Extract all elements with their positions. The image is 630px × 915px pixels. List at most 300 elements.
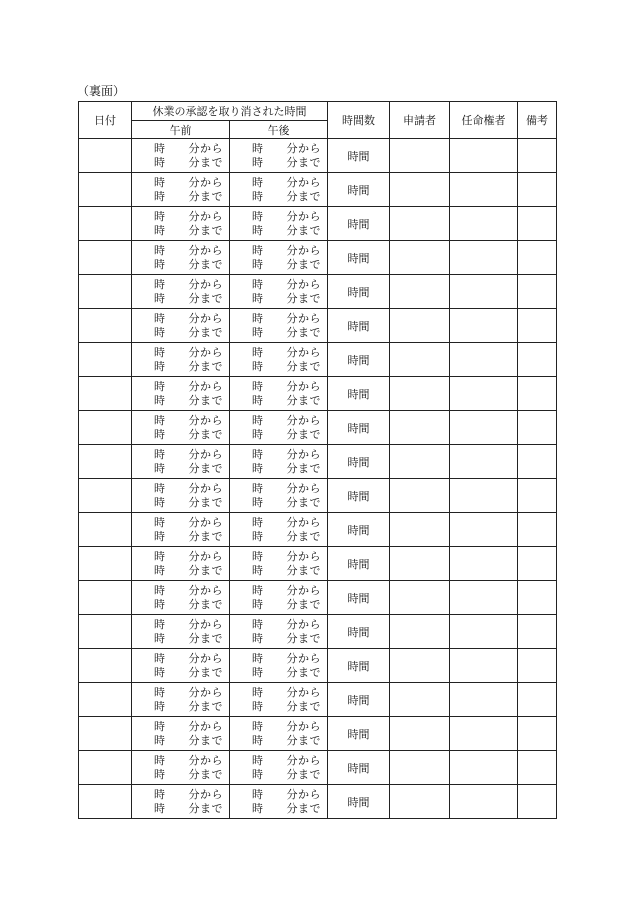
- table-row: [79, 309, 557, 343]
- header-appointer: 任命権者: [450, 102, 518, 139]
- cancelled-leave-table: [78, 101, 557, 819]
- applicant-cell[interactable]: [390, 581, 450, 615]
- remarks-cell[interactable]: [518, 615, 557, 649]
- am-start-hour-label: 時: [154, 617, 165, 631]
- hours-unit-label: 時間: [347, 285, 370, 299]
- pm-time-cell[interactable]: [230, 173, 328, 207]
- header-applicant: 申請者: [390, 102, 450, 139]
- am-time-cell[interactable]: [132, 581, 230, 615]
- pm-time-cell[interactable]: [230, 343, 328, 377]
- date-cell[interactable]: [79, 343, 132, 377]
- pm-start-minute-label: 分から: [286, 651, 321, 665]
- am-end-hour-label: 時: [154, 631, 165, 645]
- pm-time-cell[interactable]: [230, 649, 328, 683]
- pm-start-minute-label: 分から: [286, 141, 321, 155]
- hours-unit-label: 時間: [347, 523, 370, 537]
- am-end-hour-label: 時: [154, 801, 165, 815]
- pm-start-minute-label: 分から: [286, 719, 321, 733]
- pm-end-hour-label: 時: [252, 427, 263, 441]
- am-end-hour-label: 時: [154, 495, 165, 509]
- pm-end-minute-label: 分まで: [286, 801, 321, 815]
- pm-end-minute-label: 分まで: [286, 597, 321, 611]
- pm-start-minute-label: 分から: [286, 345, 321, 359]
- appointer-cell[interactable]: [450, 513, 518, 547]
- am-start-hour-label: 時: [154, 141, 165, 155]
- am-end-minute-label: 分まで: [188, 699, 223, 713]
- remarks-cell[interactable]: [518, 785, 557, 819]
- pm-time-cell[interactable]: [230, 785, 328, 819]
- am-time-cell[interactable]: [132, 547, 230, 581]
- am-start-minute-label: 分から: [188, 515, 223, 529]
- pm-start-minute-label: 分から: [286, 413, 321, 427]
- pm-time-cell[interactable]: [230, 683, 328, 717]
- hours-unit-label: 時間: [347, 319, 370, 333]
- hours-cell[interactable]: [328, 241, 390, 275]
- table-row: [79, 343, 557, 377]
- am-start-hour-label: 時: [154, 719, 165, 733]
- pm-end-hour-label: 時: [252, 597, 263, 611]
- am-start-minute-label: 分から: [188, 243, 223, 257]
- table-row: [79, 615, 557, 649]
- appointer-cell[interactable]: [450, 683, 518, 717]
- am-time-cell[interactable]: [132, 751, 230, 785]
- date-cell[interactable]: [79, 717, 132, 751]
- am-start-minute-label: 分から: [188, 447, 223, 461]
- date-cell[interactable]: [79, 547, 132, 581]
- table-row: [79, 173, 557, 207]
- pm-start-hour-label: 時: [252, 651, 263, 665]
- am-end-minute-label: 分まで: [188, 563, 223, 577]
- applicant-cell[interactable]: [390, 479, 450, 513]
- remarks-cell[interactable]: [518, 343, 557, 377]
- table-row: [79, 241, 557, 275]
- am-end-hour-label: 時: [154, 767, 165, 781]
- remarks-cell[interactable]: [518, 513, 557, 547]
- remarks-cell[interactable]: [518, 751, 557, 785]
- date-cell[interactable]: [79, 411, 132, 445]
- table-row: [79, 207, 557, 241]
- hours-cell[interactable]: [328, 309, 390, 343]
- applicant-cell[interactable]: [390, 377, 450, 411]
- remarks-cell[interactable]: [518, 275, 557, 309]
- date-cell[interactable]: [79, 785, 132, 819]
- hours-cell[interactable]: [328, 411, 390, 445]
- am-time-cell[interactable]: [132, 683, 230, 717]
- pm-start-hour-label: 時: [252, 243, 263, 257]
- pm-time-cell[interactable]: [230, 309, 328, 343]
- am-start-minute-label: 分から: [188, 549, 223, 563]
- header-am: 午前: [132, 121, 230, 139]
- hours-unit-label: 時間: [347, 727, 370, 741]
- pm-end-hour-label: 時: [252, 529, 263, 543]
- am-end-hour-label: 時: [154, 359, 165, 373]
- hours-unit-label: 時間: [347, 251, 370, 265]
- pm-end-minute-label: 分まで: [286, 495, 321, 509]
- pm-end-minute-label: 分まで: [286, 291, 321, 305]
- pm-end-minute-label: 分まで: [286, 223, 321, 237]
- am-start-minute-label: 分から: [188, 209, 223, 223]
- am-time-cell[interactable]: [132, 513, 230, 547]
- pm-time-cell[interactable]: [230, 241, 328, 275]
- hours-cell[interactable]: [328, 445, 390, 479]
- pm-start-hour-label: 時: [252, 413, 263, 427]
- date-cell[interactable]: [79, 241, 132, 275]
- pm-start-minute-label: 分から: [286, 685, 321, 699]
- am-end-hour-label: 時: [154, 427, 165, 441]
- hours-unit-label: 時間: [347, 149, 370, 163]
- am-end-minute-label: 分まで: [188, 325, 223, 339]
- appointer-cell[interactable]: [450, 411, 518, 445]
- remarks-cell[interactable]: [518, 207, 557, 241]
- table-row: [79, 751, 557, 785]
- pm-time-cell[interactable]: [230, 581, 328, 615]
- am-time-cell[interactable]: [132, 343, 230, 377]
- applicant-cell[interactable]: [390, 683, 450, 717]
- pm-time-cell[interactable]: [230, 411, 328, 445]
- pm-time-cell[interactable]: [230, 547, 328, 581]
- date-cell[interactable]: [79, 581, 132, 615]
- hours-cell[interactable]: [328, 683, 390, 717]
- am-start-minute-label: 分から: [188, 345, 223, 359]
- remarks-cell[interactable]: [518, 581, 557, 615]
- am-end-hour-label: 時: [154, 733, 165, 747]
- pm-time-cell[interactable]: [230, 717, 328, 751]
- am-start-hour-label: 時: [154, 481, 165, 495]
- hours-cell[interactable]: [328, 377, 390, 411]
- am-end-minute-label: 分まで: [188, 631, 223, 645]
- am-start-hour-label: 時: [154, 175, 165, 189]
- date-cell[interactable]: [79, 615, 132, 649]
- am-start-hour-label: 時: [154, 209, 165, 223]
- am-time-cell[interactable]: [132, 275, 230, 309]
- hours-cell[interactable]: [328, 479, 390, 513]
- remarks-cell[interactable]: [518, 445, 557, 479]
- am-end-hour-label: 時: [154, 393, 165, 407]
- pm-end-minute-label: 分まで: [286, 393, 321, 407]
- pm-end-minute-label: 分まで: [286, 767, 321, 781]
- appointer-cell[interactable]: [450, 377, 518, 411]
- hours-unit-label: 時間: [347, 455, 370, 469]
- am-end-minute-label: 分まで: [188, 393, 223, 407]
- pm-end-hour-label: 時: [252, 461, 263, 475]
- am-time-cell[interactable]: [132, 241, 230, 275]
- applicant-cell[interactable]: [390, 411, 450, 445]
- am-end-minute-label: 分まで: [188, 427, 223, 441]
- date-cell[interactable]: [79, 275, 132, 309]
- remarks-cell[interactable]: [518, 173, 557, 207]
- appointer-cell[interactable]: [450, 207, 518, 241]
- pm-start-hour-label: 時: [252, 549, 263, 563]
- remarks-cell[interactable]: [518, 479, 557, 513]
- table-row: [79, 411, 557, 445]
- pm-end-hour-label: 時: [252, 189, 263, 203]
- pm-end-minute-label: 分まで: [286, 733, 321, 747]
- pm-time-cell[interactable]: [230, 615, 328, 649]
- hours-cell[interactable]: [328, 785, 390, 819]
- am-end-hour-label: 時: [154, 291, 165, 305]
- am-time-cell[interactable]: [132, 411, 230, 445]
- am-end-minute-label: 分まで: [188, 801, 223, 815]
- pm-end-hour-label: 時: [252, 733, 263, 747]
- date-cell[interactable]: [79, 139, 132, 173]
- hours-cell[interactable]: [328, 139, 390, 173]
- hours-cell[interactable]: [328, 717, 390, 751]
- hours-cell[interactable]: [328, 649, 390, 683]
- hours-cell[interactable]: [328, 615, 390, 649]
- table-row: [79, 717, 557, 751]
- hours-cell[interactable]: [328, 581, 390, 615]
- hours-unit-label: 時間: [347, 183, 370, 197]
- pm-start-minute-label: 分から: [286, 243, 321, 257]
- hours-cell[interactable]: [328, 513, 390, 547]
- table-row: [79, 479, 557, 513]
- appointer-cell[interactable]: [450, 547, 518, 581]
- am-start-minute-label: 分から: [188, 583, 223, 597]
- applicant-cell[interactable]: [390, 615, 450, 649]
- date-cell[interactable]: [79, 649, 132, 683]
- pm-time-cell[interactable]: [230, 751, 328, 785]
- hours-cell[interactable]: [328, 547, 390, 581]
- am-time-cell[interactable]: [132, 207, 230, 241]
- pm-start-minute-label: 分から: [286, 311, 321, 325]
- appointer-cell[interactable]: [450, 717, 518, 751]
- appointer-cell[interactable]: [450, 309, 518, 343]
- appointer-cell[interactable]: [450, 751, 518, 785]
- hours-unit-label: 時間: [347, 795, 370, 809]
- remarks-cell[interactable]: [518, 547, 557, 581]
- am-start-hour-label: 時: [154, 345, 165, 359]
- am-end-minute-label: 分まで: [188, 733, 223, 747]
- header-hours-count: 時間数: [328, 102, 390, 139]
- pm-end-minute-label: 分まで: [286, 427, 321, 441]
- am-start-hour-label: 時: [154, 413, 165, 427]
- date-cell[interactable]: [79, 445, 132, 479]
- appointer-cell[interactable]: [450, 615, 518, 649]
- applicant-cell[interactable]: [390, 751, 450, 785]
- remarks-cell[interactable]: [518, 411, 557, 445]
- am-start-minute-label: 分から: [188, 787, 223, 801]
- applicant-cell[interactable]: [390, 785, 450, 819]
- pm-end-minute-label: 分まで: [286, 257, 321, 271]
- appointer-cell[interactable]: [450, 275, 518, 309]
- hours-unit-label: 時間: [347, 591, 370, 605]
- am-end-hour-label: 時: [154, 597, 165, 611]
- applicant-cell[interactable]: [390, 309, 450, 343]
- table-row: [79, 139, 557, 173]
- applicant-cell[interactable]: [390, 241, 450, 275]
- remarks-cell[interactable]: [518, 717, 557, 751]
- pm-start-hour-label: 時: [252, 787, 263, 801]
- appointer-cell[interactable]: [450, 581, 518, 615]
- am-start-hour-label: 時: [154, 583, 165, 597]
- pm-start-hour-label: 時: [252, 753, 263, 767]
- pm-end-minute-label: 分まで: [286, 461, 321, 475]
- am-time-cell[interactable]: [132, 479, 230, 513]
- am-time-cell[interactable]: [132, 309, 230, 343]
- am-end-minute-label: 分まで: [188, 665, 223, 679]
- pm-start-minute-label: 分から: [286, 447, 321, 461]
- am-start-minute-label: 分から: [188, 311, 223, 325]
- am-time-cell[interactable]: [132, 173, 230, 207]
- pm-start-hour-label: 時: [252, 311, 263, 325]
- pm-start-minute-label: 分から: [286, 617, 321, 631]
- date-cell[interactable]: [79, 513, 132, 547]
- pm-end-hour-label: 時: [252, 631, 263, 645]
- table-row: [79, 581, 557, 615]
- appointer-cell[interactable]: [450, 343, 518, 377]
- am-time-cell[interactable]: [132, 615, 230, 649]
- applicant-cell[interactable]: [390, 547, 450, 581]
- pm-start-hour-label: 時: [252, 481, 263, 495]
- date-cell[interactable]: [79, 751, 132, 785]
- am-end-hour-label: 時: [154, 699, 165, 713]
- reverse-side-label: （裏面）: [77, 84, 126, 98]
- pm-end-minute-label: 分まで: [286, 359, 321, 373]
- hours-unit-label: 時間: [347, 761, 370, 775]
- applicant-cell[interactable]: [390, 343, 450, 377]
- pm-time-cell[interactable]: [230, 139, 328, 173]
- pm-start-hour-label: 時: [252, 515, 263, 529]
- pm-end-hour-label: 時: [252, 155, 263, 169]
- hours-cell[interactable]: [328, 173, 390, 207]
- pm-start-minute-label: 分から: [286, 583, 321, 597]
- hours-unit-label: 時間: [347, 557, 370, 571]
- hours-cell[interactable]: [328, 207, 390, 241]
- am-end-minute-label: 分まで: [188, 223, 223, 237]
- appointer-cell[interactable]: [450, 649, 518, 683]
- pm-end-hour-label: 時: [252, 223, 263, 237]
- pm-end-hour-label: 時: [252, 699, 263, 713]
- pm-time-cell[interactable]: [230, 513, 328, 547]
- am-time-cell[interactable]: [132, 785, 230, 819]
- pm-end-hour-label: 時: [252, 291, 263, 305]
- am-start-minute-label: 分から: [188, 617, 223, 631]
- applicant-cell[interactable]: [390, 649, 450, 683]
- date-cell[interactable]: [79, 377, 132, 411]
- hours-unit-label: 時間: [347, 353, 370, 367]
- applicant-cell[interactable]: [390, 513, 450, 547]
- pm-time-cell[interactable]: [230, 479, 328, 513]
- am-start-hour-label: 時: [154, 243, 165, 257]
- am-start-hour-label: 時: [154, 787, 165, 801]
- pm-end-hour-label: 時: [252, 257, 263, 271]
- pm-start-hour-label: 時: [252, 141, 263, 155]
- am-end-hour-label: 時: [154, 461, 165, 475]
- pm-start-minute-label: 分から: [286, 379, 321, 393]
- hours-unit-label: 時間: [347, 659, 370, 673]
- pm-end-minute-label: 分まで: [286, 325, 321, 339]
- pm-time-cell[interactable]: [230, 275, 328, 309]
- pm-time-cell[interactable]: [230, 377, 328, 411]
- applicant-cell[interactable]: [390, 717, 450, 751]
- table-body: [79, 139, 557, 819]
- table-row: [79, 683, 557, 717]
- applicant-cell[interactable]: [390, 139, 450, 173]
- date-cell[interactable]: [79, 207, 132, 241]
- date-cell[interactable]: [79, 479, 132, 513]
- am-end-minute-label: 分まで: [188, 767, 223, 781]
- pm-end-minute-label: 分まで: [286, 699, 321, 713]
- pm-end-hour-label: 時: [252, 767, 263, 781]
- am-end-minute-label: 分まで: [188, 257, 223, 271]
- am-start-minute-label: 分から: [188, 753, 223, 767]
- date-cell[interactable]: [79, 173, 132, 207]
- am-time-cell[interactable]: [132, 377, 230, 411]
- applicant-cell[interactable]: [390, 275, 450, 309]
- pm-end-hour-label: 時: [252, 393, 263, 407]
- am-end-hour-label: 時: [154, 223, 165, 237]
- remarks-cell[interactable]: [518, 309, 557, 343]
- appointer-cell[interactable]: [450, 139, 518, 173]
- pm-start-hour-label: 時: [252, 175, 263, 189]
- pm-start-minute-label: 分から: [286, 515, 321, 529]
- pm-start-hour-label: 時: [252, 719, 263, 733]
- remarks-cell[interactable]: [518, 683, 557, 717]
- table-row: [79, 377, 557, 411]
- am-start-minute-label: 分から: [188, 277, 223, 291]
- appointer-cell[interactable]: [450, 785, 518, 819]
- date-cell[interactable]: [79, 683, 132, 717]
- remarks-cell[interactable]: [518, 649, 557, 683]
- am-start-minute-label: 分から: [188, 413, 223, 427]
- am-end-minute-label: 分まで: [188, 189, 223, 203]
- appointer-cell[interactable]: [450, 241, 518, 275]
- remarks-cell[interactable]: [518, 241, 557, 275]
- hours-unit-label: 時間: [347, 217, 370, 231]
- header-remarks: 備考: [518, 102, 557, 139]
- remarks-cell[interactable]: [518, 377, 557, 411]
- am-end-minute-label: 分まで: [188, 291, 223, 305]
- applicant-cell[interactable]: [390, 173, 450, 207]
- am-time-cell[interactable]: [132, 445, 230, 479]
- hours-unit-label: 時間: [347, 421, 370, 435]
- appointer-cell[interactable]: [450, 173, 518, 207]
- pm-time-cell[interactable]: [230, 445, 328, 479]
- am-start-hour-label: 時: [154, 447, 165, 461]
- pm-time-cell[interactable]: [230, 207, 328, 241]
- am-start-hour-label: 時: [154, 311, 165, 325]
- pm-start-minute-label: 分から: [286, 549, 321, 563]
- header-pm: 午後: [230, 121, 328, 139]
- date-cell[interactable]: [79, 309, 132, 343]
- am-time-cell[interactable]: [132, 649, 230, 683]
- pm-end-hour-label: 時: [252, 495, 263, 509]
- hours-cell[interactable]: [328, 343, 390, 377]
- am-start-hour-label: 時: [154, 549, 165, 563]
- appointer-cell[interactable]: [450, 479, 518, 513]
- am-end-minute-label: 分まで: [188, 495, 223, 509]
- am-time-cell[interactable]: [132, 717, 230, 751]
- pm-end-minute-label: 分まで: [286, 563, 321, 577]
- remarks-cell[interactable]: [518, 139, 557, 173]
- hours-cell[interactable]: [328, 751, 390, 785]
- pm-start-minute-label: 分から: [286, 277, 321, 291]
- am-end-hour-label: 時: [154, 665, 165, 679]
- am-start-hour-label: 時: [154, 277, 165, 291]
- pm-start-minute-label: 分から: [286, 787, 321, 801]
- am-start-minute-label: 分から: [188, 379, 223, 393]
- applicant-cell[interactable]: [390, 207, 450, 241]
- am-time-cell[interactable]: [132, 139, 230, 173]
- am-start-hour-label: 時: [154, 515, 165, 529]
- appointer-cell[interactable]: [450, 445, 518, 479]
- pm-end-minute-label: 分まで: [286, 189, 321, 203]
- pm-end-minute-label: 分まで: [286, 665, 321, 679]
- hours-cell[interactable]: [328, 275, 390, 309]
- applicant-cell[interactable]: [390, 445, 450, 479]
- table-row: [79, 547, 557, 581]
- am-start-minute-label: 分から: [188, 175, 223, 189]
